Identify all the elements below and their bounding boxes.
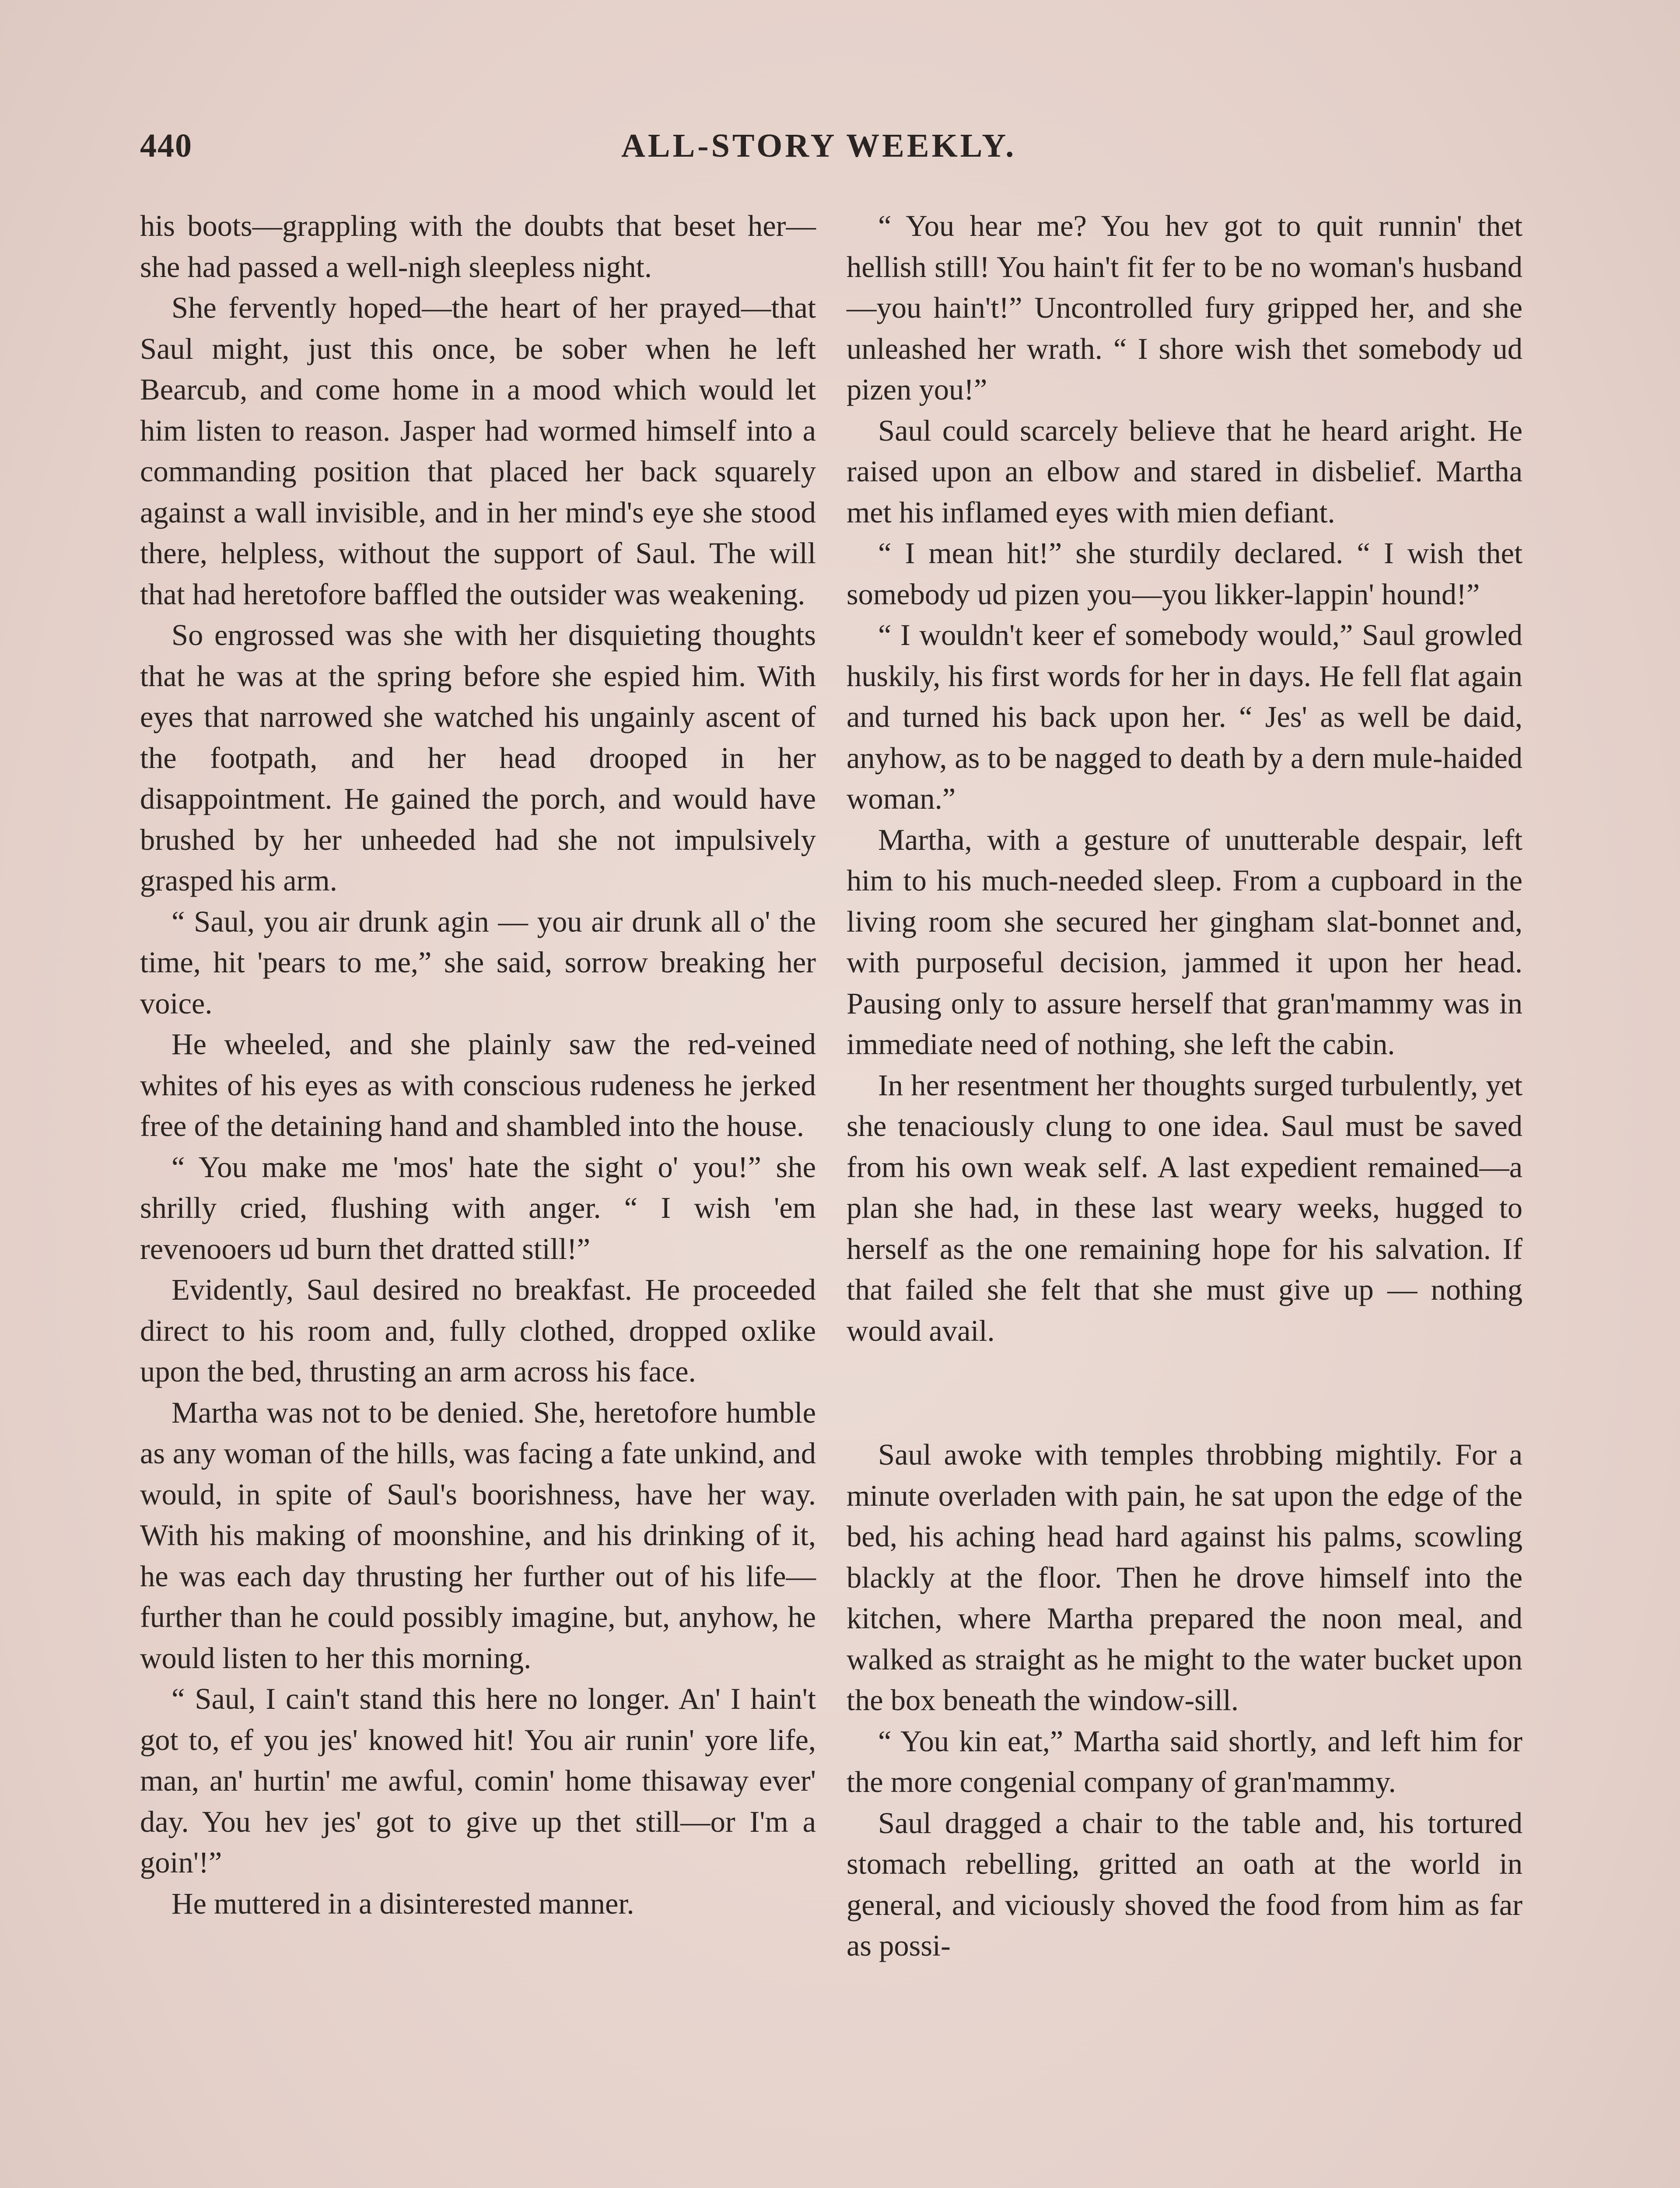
right-column: [847, 206, 1522, 1967]
left-column: [140, 206, 816, 1924]
paragraph: Martha, with a gesture of unutterable despair, left him to his much-needed sleep. From a cupboard in the living room she secured her gingham slat-bonnet and, with purposeful decision, jammed it upon her head. Pausing only to assure herself that gran'mammy was in immediate need of nothing, she left the cabin.: [847, 823, 1522, 1061]
paragraph: “ Saul, you air drunk agin — you air drunk all o' the time, hit 'pears to me,” she said, sorrow breaking her voice.: [140, 905, 816, 1020]
page-number: 440: [140, 127, 192, 164]
paragraph: “ Saul, I cain't stand this here no longer. An' I hain't got to, ef you jes' knowed hit! You air runin' yore life, man, an' hurtin' me awful, comin' home thisaway ever' day. You hev jes' got to give up thet still—or I'm a goin'!”: [140, 1682, 816, 1879]
paragraph: In her resentment her thoughts surged turbulently, yet she tenaciously clung to one idea. Saul must be saved from his own weak self. A last expedient remained—a plan she had, in these last weary weeks, hugged to herself as the one remaining hope for his salvation. If that failed she felt that she must give up — nothing would avail.: [847, 1068, 1522, 1347]
running-head: ALL-STORY WEEKLY.: [621, 127, 1017, 164]
paragraph: Evidently, Saul desired no breakfast. He proceeded direct to his room and, fully clothed, dropped oxlike upon the bed, thrusting an arm across his face.: [140, 1273, 816, 1388]
paragraph: Martha was not to be denied. She, heretofore humble as any woman of the hills, was facing a fate unkind, and would, in spite of Saul's boorishness, have her way. With his making of moonshine, and his drinking of it, he was each day thrusting her further out of his life—further than he could possibly imagine, but, anyhow, he would listen to her this morning.: [140, 1396, 816, 1675]
paragraph: Saul dragged a chair to the table and, his tortured stomach rebelling, gritted an oath at the world in general, and viciously shoved the food from him as far as possi-: [847, 1806, 1522, 1962]
paragraph: Saul awoke with temples throbbing mightily. For a minute overladen with pain, he sat upon the edge of the bed, his aching head hard against his palms, scowling blackly at the floor. Then he drove himself into the kitchen, where Martha prepared the noon meal, and walked as straight as he might to the water bucket upon the box beneath the window-sill.: [847, 1438, 1522, 1717]
paragraph: “ You hear me? You hev got to quit runnin' thet hellish still! You hain't fit fer to be no woman's husband—you hain't!” Uncontrolled fury gripped her, and she unleashed her wrath. “ I shore wish thet somebody ud pizen you!”: [847, 209, 1522, 406]
page-header: [140, 127, 1540, 179]
paragraph: “ I wouldn't keer ef somebody would,” Saul growled huskily, his first words for her in days. He fell flat again and turned his back upon her. “ Jes' as well be daid, anyhow, as to be nagged to death by a dern mule-haided woman.”: [847, 618, 1522, 815]
paragraph: So engrossed was she with her disquieting thoughts that he was at the spring before she espied him. With eyes that narrowed she watched his ungainly ascent of the footpath, and her head drooped in her disappointment. He gained the porch, and would have brushed by her unheeded had she not impulsively grasped his arm.: [140, 618, 816, 897]
paragraph: “ I mean hit!” she sturdily declared. “ I wish thet somebody ud pizen you—you likker-lappin' hound!”: [847, 536, 1522, 611]
paragraph: “ You make me 'mos' hate the sight o' you!” she shrilly cried, flushing with anger. “ I wish 'em revenooers ud burn thet dratted still!”: [140, 1150, 816, 1266]
section-break: [847, 1351, 1522, 1434]
paragraph: “ You kin eat,” Martha said shortly, and left him for the more congenial company of gran'mammy.: [847, 1724, 1522, 1799]
paragraph: his boots—grappling with the doubts that beset her—she had passed a well-nigh sleepless night.: [140, 209, 816, 284]
paragraph: He wheeled, and she plainly saw the red-veined whites of his eyes as with conscious rudeness he jerked free of the detaining hand and shambled into the house.: [140, 1027, 816, 1143]
paragraph: He muttered in a disinterested manner.: [172, 1886, 634, 1920]
paragraph: She fervently hoped—the heart of her prayed—that Saul might, just this once, be sober when he left Bearcub, and come home in a mood which would let him listen to reason. Jasper had wormed himself into a commanding position that placed her back squarely against a wall invisible, and in her mind's eye she stood there, helpless, without the support of Saul. The will that had heretofore baffled the outsider was weakening.: [140, 291, 816, 611]
paragraph: Saul could scarcely believe that he heard aright. He raised upon an elbow and stared in disbelief. Martha met his inflamed eyes with mien defiant.: [847, 414, 1522, 529]
